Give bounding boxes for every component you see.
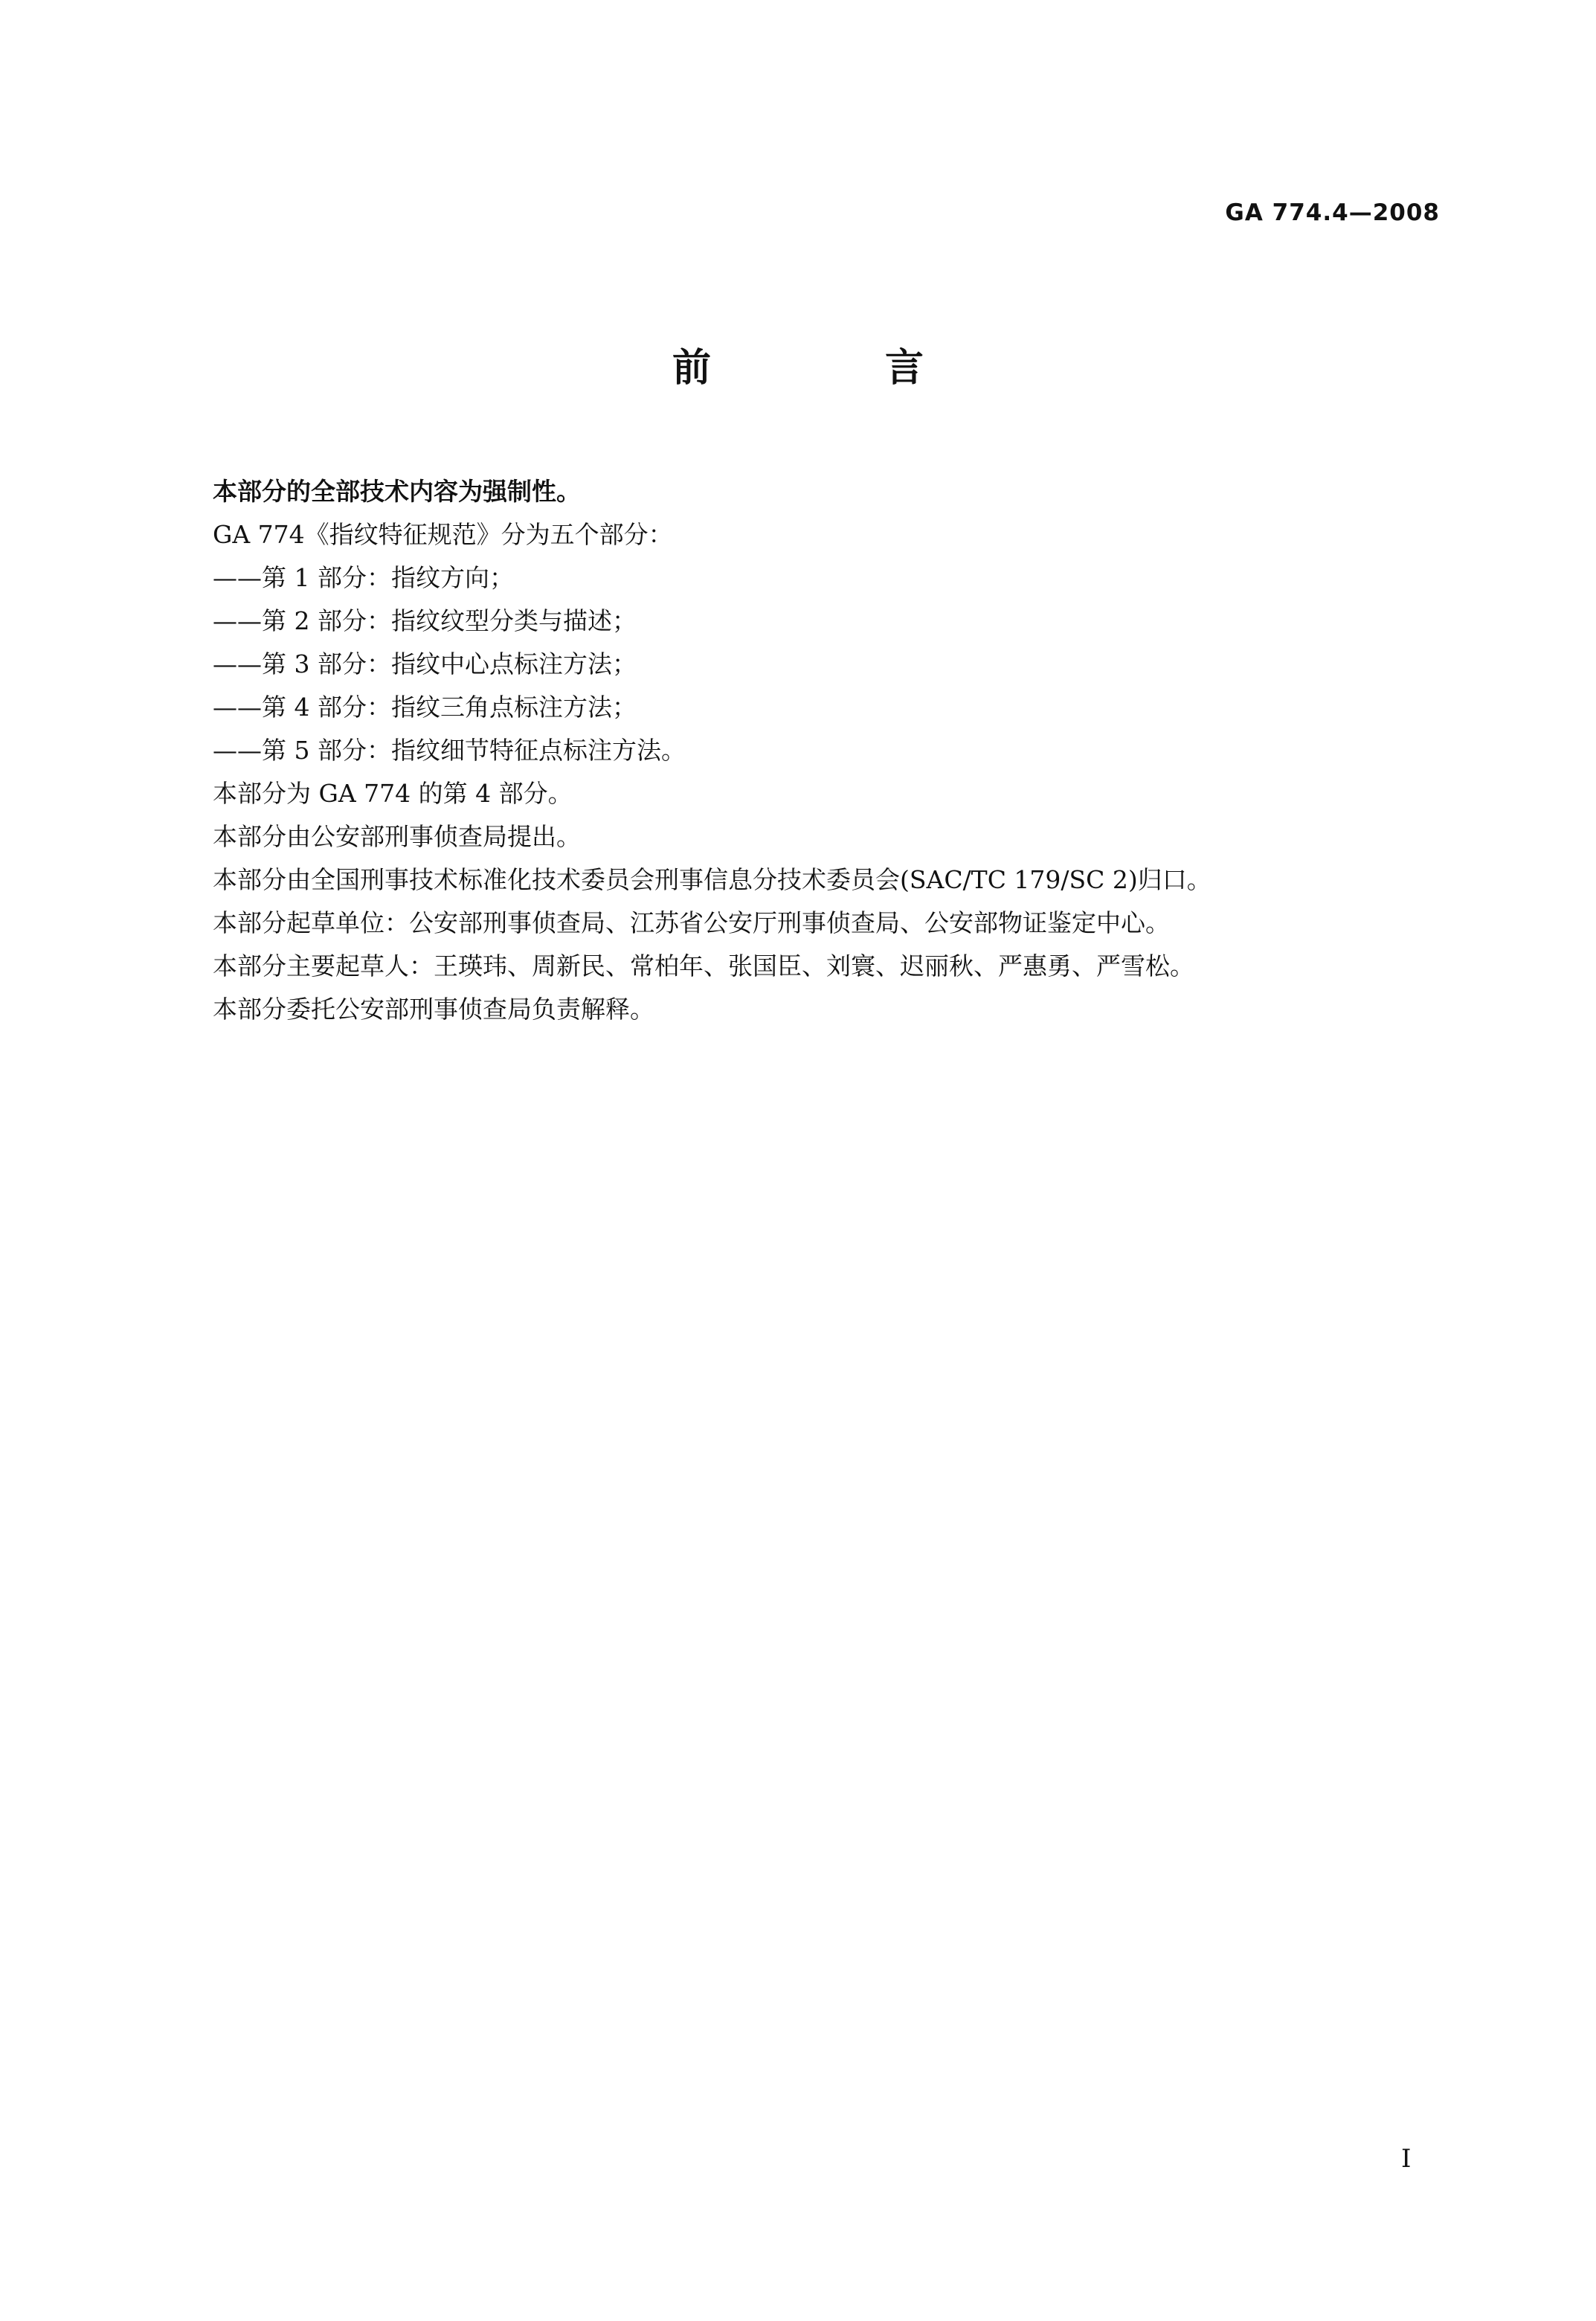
paragraph-proposed-by: 本部分由公安部刑事侦查局提出。 [213, 822, 581, 851]
paragraph-centralized-by: 本部分由全国刑事技术标准化技术委员会刑事信息分技术委员会(SAC/TC 179/SC 2)归口。 [213, 865, 1212, 894]
paragraph-parts-intro: GA 774《指纹特征规范》分为五个部分： [213, 520, 673, 549]
foreword-body [213, 470, 1447, 1031]
list-item-part-5: ——第 5 部分：指纹细节特征点标注方法。 [213, 736, 686, 765]
list-item-part-3: ——第 3 部分：指纹中心点标注方法； [213, 649, 637, 678]
list-item-part-2: ——第 2 部分：指纹纹型分类与描述； [213, 606, 637, 635]
page-title: 前 言 [672, 346, 1005, 391]
paragraph-drafting-units: 本部分起草单位：公安部刑事侦查局、江苏省公安厅刑事侦查局、公安部物证鉴定中心。 [213, 908, 1170, 937]
paragraph-interpretation: 本部分委托公安部刑事侦查局负责解释。 [213, 995, 654, 1024]
list-item-part-1: ——第 1 部分：指纹方向； [213, 563, 514, 592]
paragraph-mandatory-statement: 本部分的全部技术内容为强制性。 [213, 477, 581, 506]
paragraph-drafters: 本部分主要起草人：王瑛玮、周新民、常柏年、张国臣、刘寰、迟丽秋、严惠勇、严雪松。 [213, 951, 1194, 980]
paragraph-this-part: 本部分为 GA 774 的第 4 部分。 [213, 779, 573, 808]
list-item-part-4: ——第 4 部分：指纹三角点标注方法； [213, 693, 637, 722]
document-code: GA 774.4—2008 [1225, 199, 1440, 226]
page-number: I [1401, 2144, 1412, 2174]
